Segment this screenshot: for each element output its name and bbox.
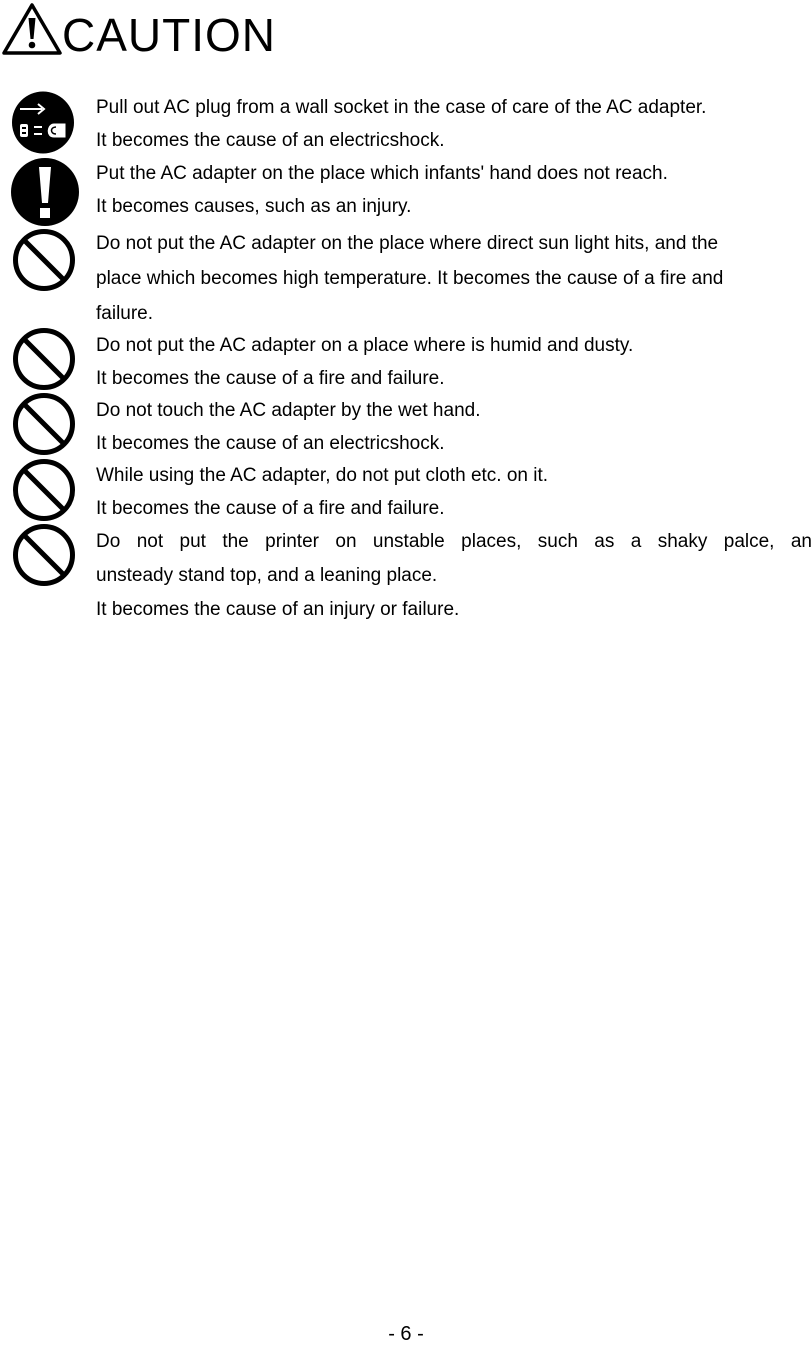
caution-text-line: Do not put the AC adapter on the place where direct sun light hits, and the — [96, 233, 719, 254]
caution-item-wet-hand — [96, 394, 812, 460]
caution-item-unstable — [96, 525, 812, 627]
prohibition-icon — [12, 523, 76, 587]
warning-triangle-icon — [1, 2, 63, 56]
prohibition-icon — [12, 327, 76, 391]
caution-text-line: While using the AC adapter, do not put cloth etc. on it. — [96, 465, 549, 486]
caution-text-line: place which becomes high temperature. It becomes the cause of a fire and — [96, 268, 724, 289]
caution-text-line: It becomes the cause of an electricshock. — [96, 130, 445, 151]
caution-text-line: failure. — [96, 303, 154, 324]
page-number: - 6 - — [388, 1323, 424, 1345]
caution-item-cloth — [96, 459, 812, 525]
caution-text-line: It becomes the cause of a fire and failure. — [96, 498, 445, 519]
caution-text-line: Pull out AC plug from a wall socket in the case of care of the AC adapter. — [96, 97, 707, 118]
caution-text-line: Do not put the printer on unstable places, such as a shaky palce, an — [96, 531, 812, 552]
caution-text-line: It becomes the cause of a fire and failure. — [96, 368, 445, 389]
caution-item-humid — [96, 329, 812, 395]
caution-text-line: unsteady stand top, and a leaning place. — [96, 565, 438, 586]
caution-item-infants — [96, 157, 812, 223]
caution-text-line: Put the AC adapter on the place which infants' hand does not reach. — [96, 163, 668, 184]
caution-item-unplug — [96, 91, 812, 157]
prohibition-icon — [12, 228, 76, 292]
caution-item-sunlight — [96, 226, 812, 331]
caution-text-line: It becomes causes, such as an injury. — [96, 196, 412, 217]
prohibition-icon — [12, 458, 76, 522]
mandatory-exclamation-icon — [10, 157, 80, 227]
caution-text-line: It becomes the cause of an injury or failure. — [96, 599, 460, 620]
prohibition-icon — [12, 392, 76, 456]
unplug-icon — [10, 91, 76, 154]
caution-text-line: Do not touch the AC adapter by the wet hand. — [96, 400, 481, 421]
page-title: CAUTION — [62, 9, 276, 61]
caution-text-line: Do not put the AC adapter on a place where is humid and dusty. — [96, 335, 634, 356]
caution-text-line: It becomes the cause of an electricshock. — [96, 433, 445, 454]
